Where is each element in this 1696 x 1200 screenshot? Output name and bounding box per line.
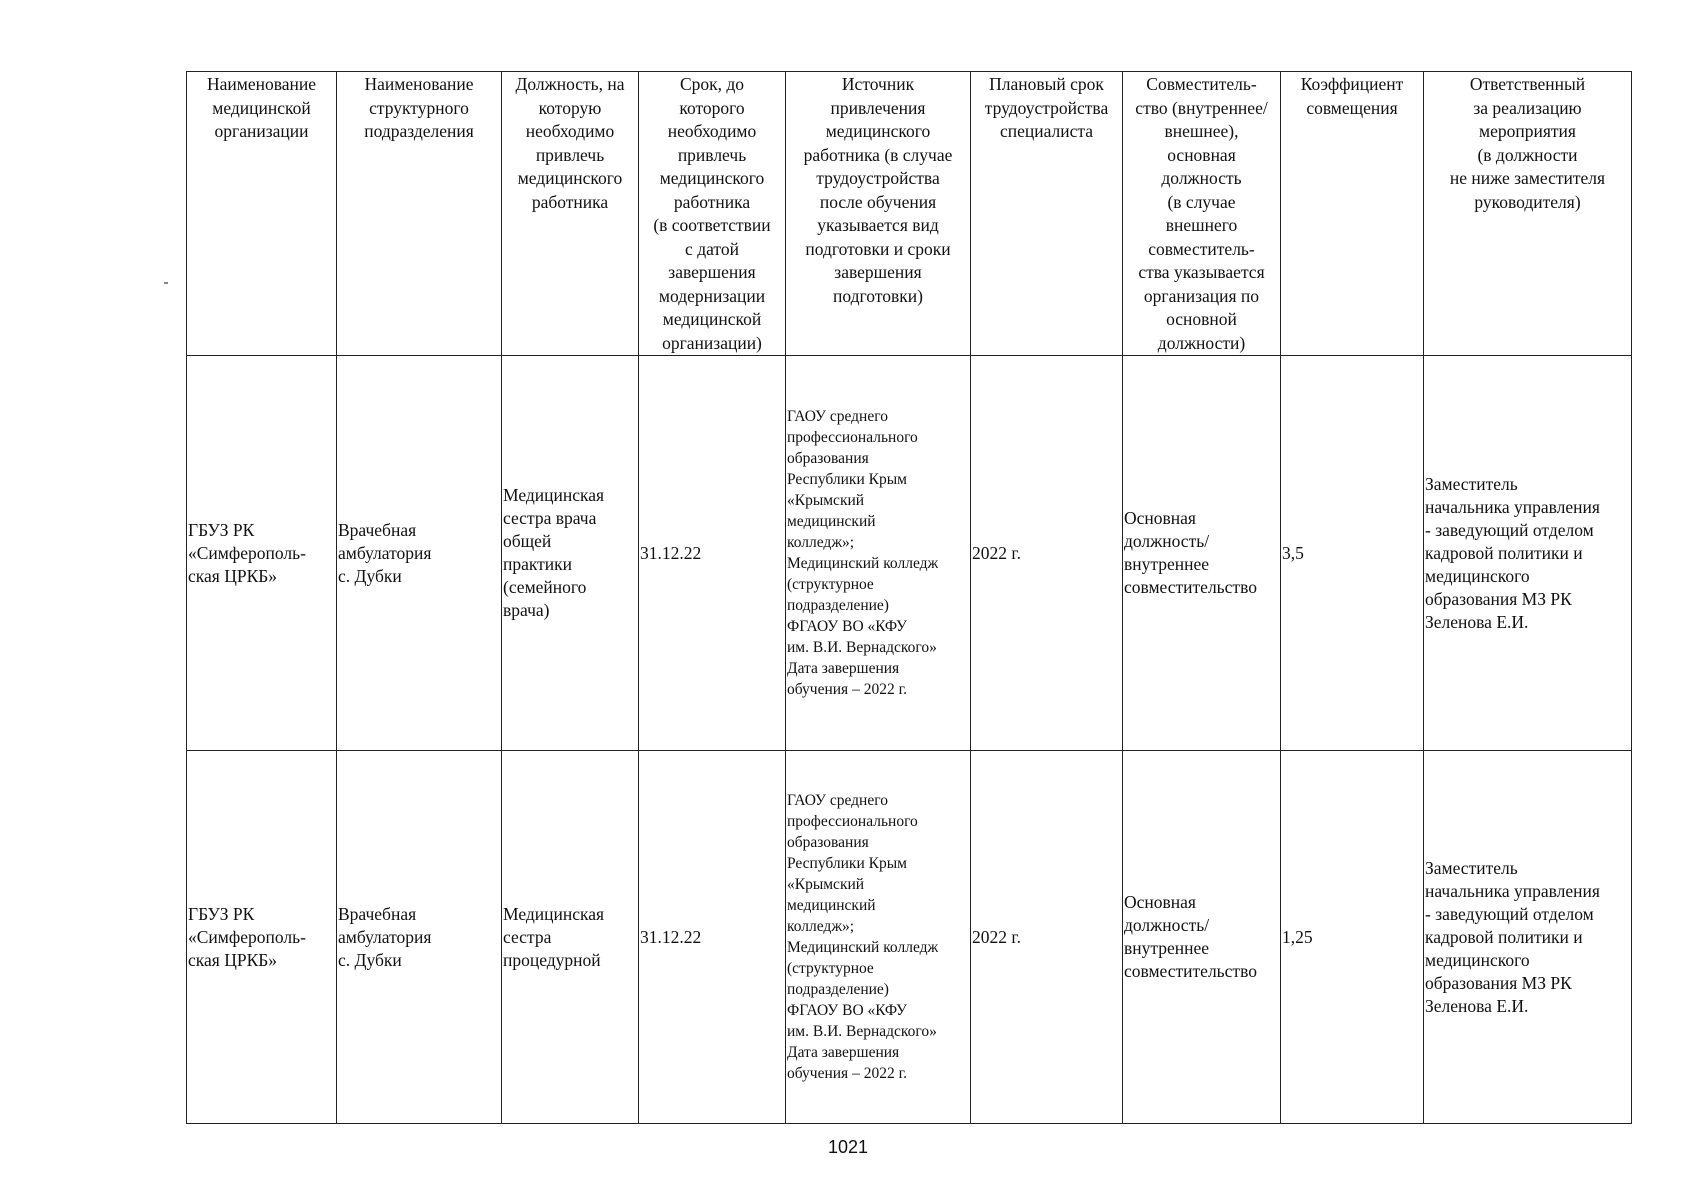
scan-mark (164, 282, 168, 284)
header-combination: Совместитель- ство (внутреннее/ внешнее), основная должность (в случае внешнего совместитель- ства указывается организация по основной должности) (1123, 72, 1281, 356)
cell-source: ГАОУ среднего профессионального образования Республики Крым «Крымский медицинский колледж»; Медицинский колледж (структурное подразделение) ФГАОУ ВО «КФУ им. В.И. Вернадского» Дата завершения обучения – 2022 г. (786, 356, 971, 751)
cell-deadline: 31.12.22 (639, 356, 786, 751)
table-header-row (187, 72, 1632, 356)
cell-responsible: Заместитель начальника управления - заведующий отделом кадровой политики и медицинского образования МЗ РК Зеленова Е.И. (1424, 356, 1632, 751)
header-source: Источник привлечения медицинского работника (в случае трудоустройства после обучения указывается вид подготовки и сроки завершения подготовки) (786, 72, 971, 356)
cell-coefficient: 3,5 (1281, 356, 1424, 751)
header-organization: Наименование медицинской организации (187, 72, 337, 356)
header-planned-term: Плановый срок трудоустройства специалиста (971, 72, 1123, 356)
cell-combination: Основная должность/ внутреннее совместительство (1123, 356, 1281, 751)
cell-source: ГАОУ среднего профессионального образования Республики Крым «Крымский медицинский колледж»; Медицинский колледж (структурное подразделение) ФГАОУ ВО «КФУ им. В.И. Вернадского» Дата завершения обучения – 2022 г. (786, 751, 971, 1124)
page-number: 1021 (827, 1137, 869, 1157)
header-division: Наименование структурного подразделения (337, 72, 502, 356)
cell-responsible: Заместитель начальника управления - заведующий отделом кадровой политики и медицинского образования МЗ РК Зеленова Е.И. (1424, 751, 1632, 1124)
cell-planned-term: 2022 г. (971, 356, 1123, 751)
cell-organization: ГБУЗ РК «Симферополь- ская ЦРКБ» (187, 356, 337, 751)
staffing-table (186, 71, 1632, 1124)
cell-position: Медицинская сестра процедурной (502, 751, 639, 1124)
header-responsible: Ответственный за реализацию мероприятия (в должности не ниже заместителя руководителя) (1424, 72, 1632, 356)
cell-planned-term: 2022 г. (971, 751, 1123, 1124)
cell-division: Врачебная амбулатория с. Дубки (337, 356, 502, 751)
header-position: Должность, на которую необходимо привлечь медицинского работника (502, 72, 639, 356)
cell-combination: Основная должность/ внутреннее совместительство (1123, 751, 1281, 1124)
table-row (187, 751, 1632, 1124)
header-coefficient: Коэффициент совмещения (1281, 72, 1424, 356)
header-deadline: Срок, до которого необходимо привлечь медицинского работника (в соответствии с датой завершения модернизации медицинской организации) (639, 72, 786, 356)
cell-division: Врачебная амбулатория с. Дубки (337, 751, 502, 1124)
cell-deadline: 31.12.22 (639, 751, 786, 1124)
cell-organization: ГБУЗ РК «Симферополь- ская ЦРКБ» (187, 751, 337, 1124)
cell-coefficient: 1,25 (1281, 751, 1424, 1124)
table-row (187, 356, 1632, 751)
cell-position: Медицинская сестра врача общей практики (семейного врача) (502, 356, 639, 751)
